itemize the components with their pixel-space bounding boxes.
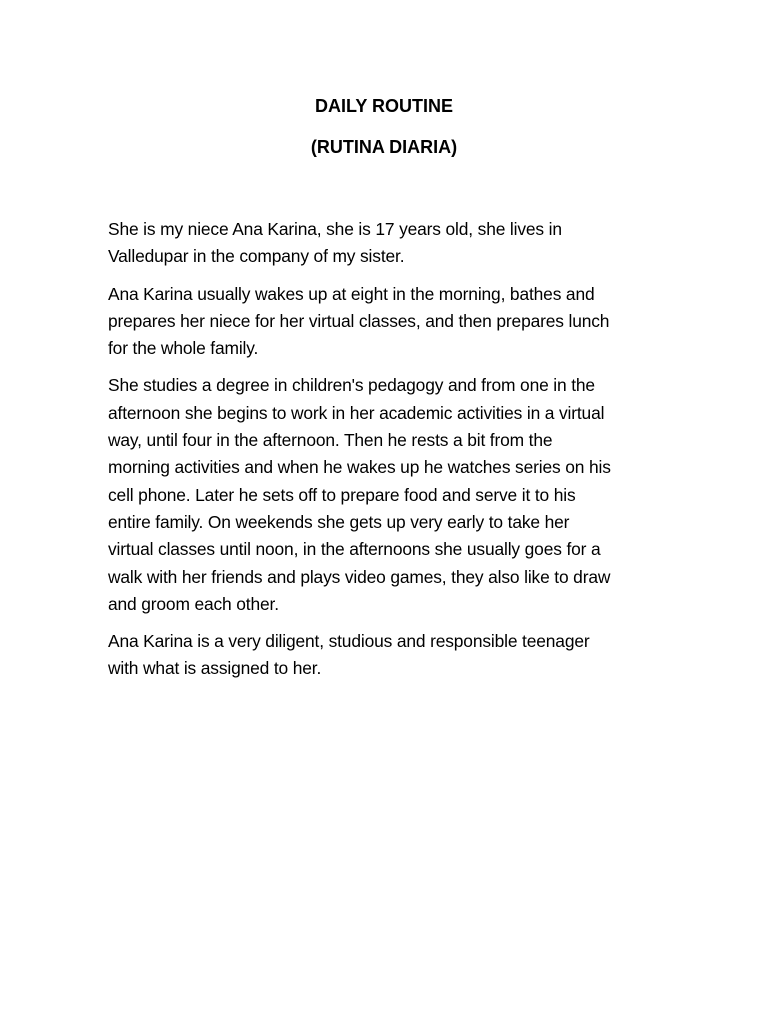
text-line: for the whole family. bbox=[108, 338, 259, 359]
text-line: virtual classes until noon, in the afternoons she usually goes for a bbox=[108, 539, 601, 560]
text-line: cell phone. Later he sets off to prepare food and serve it to his bbox=[108, 484, 576, 505]
text-line: Valledupar in the company of my sister. bbox=[108, 246, 405, 267]
text-line: She studies a degree in children's pedagogy and from one in the bbox=[108, 375, 595, 396]
text-line: morning activities and when he wakes up he watches series on his bbox=[108, 457, 611, 478]
title-block bbox=[0, 93, 768, 160]
text-line: way, until four in the afternoon. Then he rests a bit from the bbox=[108, 430, 553, 451]
text-line: Ana Karina usually wakes up at eight in the morning, bathes and bbox=[108, 283, 595, 304]
text-line: walk with her friends and plays video games, they also like to draw bbox=[108, 566, 611, 587]
text-line: She is my niece Ana Karina, she is 17 years old, she lives in bbox=[108, 219, 562, 239]
text-line: with what is assigned to her. bbox=[108, 658, 322, 679]
text-line: Ana Karina is a very diligent, studious and responsible teenager bbox=[108, 631, 590, 652]
body-text bbox=[108, 216, 668, 693]
text-line: and groom each other. bbox=[108, 593, 279, 614]
paragraph-studies bbox=[108, 372, 668, 618]
text-line: afternoon she begins to work in her academic activities in a virtual bbox=[108, 402, 605, 423]
text-line: prepares her niece for her virtual classes, and then prepares lunch bbox=[108, 310, 610, 331]
page-title: DAILY ROUTINE bbox=[314, 96, 454, 116]
paragraph-conclusion bbox=[108, 628, 668, 683]
page-subtitle: (RUTINA DIARIA) bbox=[310, 137, 458, 157]
paragraph-intro bbox=[108, 216, 668, 271]
paragraph-morning bbox=[108, 281, 668, 363]
text-line: entire family. On weekends she gets up very early to take her bbox=[108, 511, 570, 532]
